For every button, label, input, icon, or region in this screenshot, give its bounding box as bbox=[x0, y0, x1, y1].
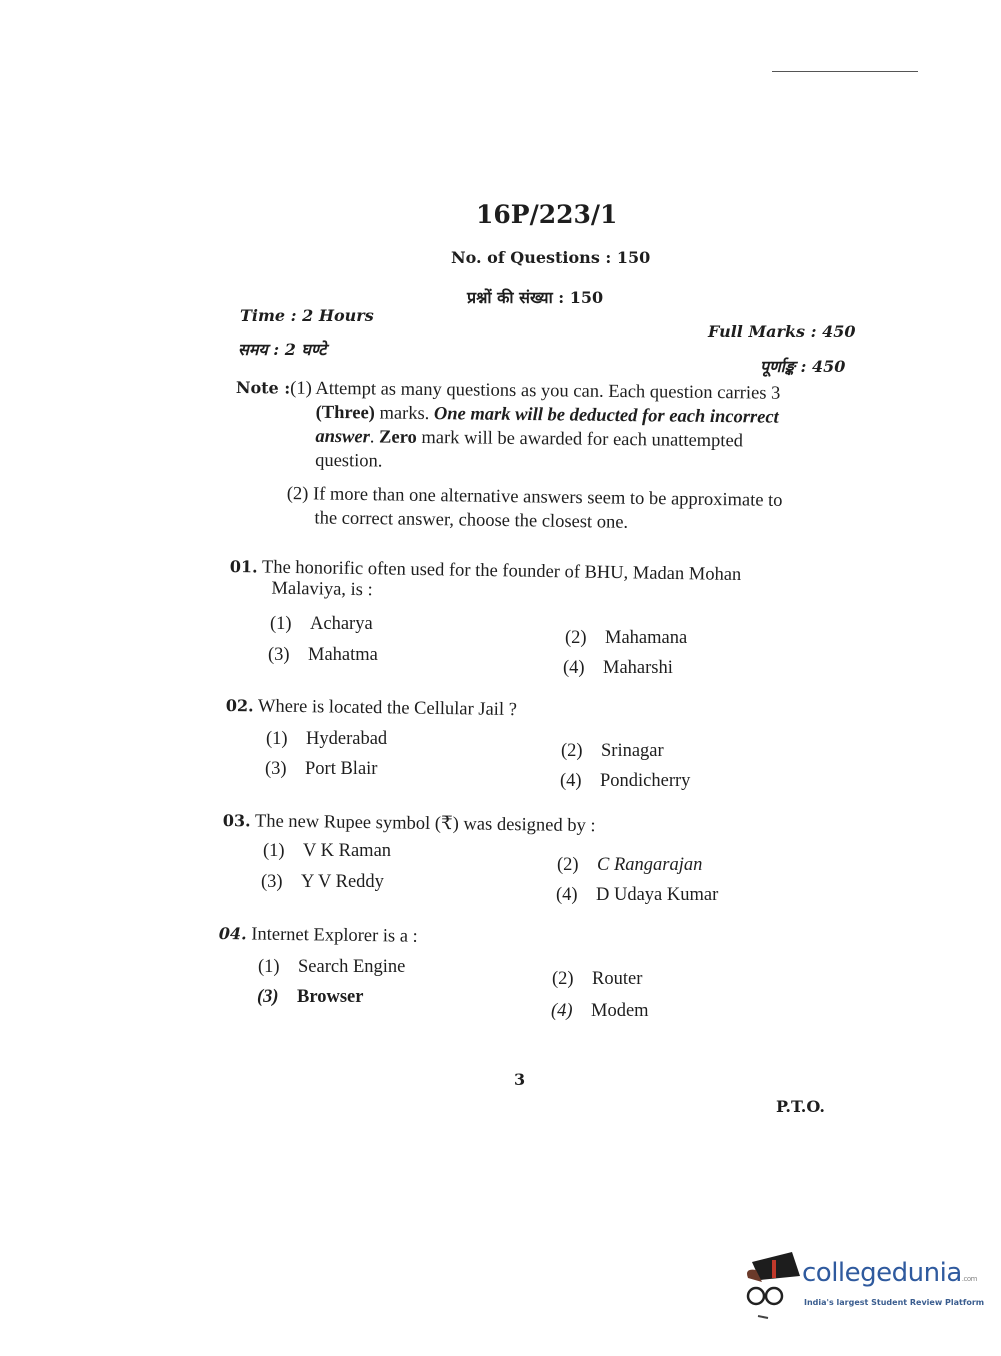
option-number: (2) bbox=[565, 628, 587, 648]
time: Time : 2 Hours bbox=[240, 306, 374, 325]
mascot-icon bbox=[742, 1250, 802, 1325]
option-1-1[interactable] bbox=[270, 614, 373, 635]
option-number: (4) bbox=[560, 771, 582, 791]
option-number: (3) bbox=[257, 987, 279, 1007]
note-1 bbox=[235, 376, 780, 478]
note-2 bbox=[286, 482, 782, 537]
note-1-bold: Zero bbox=[379, 427, 417, 448]
option-number: (1) bbox=[258, 957, 280, 977]
option-1-3[interactable] bbox=[268, 645, 378, 666]
option-text: Modem bbox=[591, 1001, 649, 1021]
option-4-2[interactable] bbox=[552, 969, 642, 990]
collegedunia-watermark bbox=[742, 1250, 985, 1325]
question-text: The new Rupee symbol (₹) was designed by : bbox=[254, 811, 596, 837]
option-2-3[interactable] bbox=[265, 759, 377, 780]
question-4 bbox=[219, 924, 418, 948]
note-2-line: the correct answer, choose the closest one. bbox=[314, 508, 629, 533]
note-1-bold: (Three) bbox=[315, 402, 375, 424]
option-number: (2) bbox=[552, 969, 574, 989]
question-text: Malaviya, is : bbox=[271, 578, 373, 601]
option-text: Maharshi bbox=[603, 658, 673, 678]
note-1-line: Attempt as many questions as you can. Each question carries 3 bbox=[315, 378, 781, 404]
note-1-line: question. bbox=[315, 450, 383, 472]
question-2 bbox=[226, 696, 517, 721]
option-text: Port Blair bbox=[305, 759, 378, 779]
option-number: (4) bbox=[556, 885, 578, 905]
option-text: Acharya bbox=[310, 614, 373, 634]
option-text: Router bbox=[592, 969, 643, 989]
no-of-questions: No. of Questions : 150 bbox=[451, 248, 651, 267]
no-of-questions-hindi: प्रश्नों की संख्या : 150 bbox=[467, 288, 604, 307]
option-3-1[interactable] bbox=[263, 841, 391, 862]
question-3 bbox=[223, 810, 596, 837]
brand-name: collegedunia bbox=[802, 1258, 962, 1288]
option-text: Mahatma bbox=[308, 645, 378, 665]
option-text: Hyderabad bbox=[306, 729, 388, 749]
option-3-2[interactable] bbox=[557, 855, 702, 876]
option-text: Pondicherry bbox=[600, 771, 691, 791]
option-number: (1) bbox=[266, 729, 288, 749]
note-1-line: mark will be awarded for each unattempted bbox=[416, 427, 744, 452]
paper-code: 16P/223/1 bbox=[476, 200, 618, 229]
option-text: Mahamana bbox=[605, 628, 688, 648]
question-text: Where is located the Cellular Jail ? bbox=[257, 696, 518, 721]
option-text: D Udaya Kumar bbox=[596, 885, 719, 905]
note-1-line: . bbox=[369, 427, 380, 448]
option-1-2[interactable] bbox=[565, 628, 687, 649]
option-text: C Rangarajan bbox=[597, 855, 703, 875]
note-2-line: If more than one alternative answers seem to be approximate to bbox=[312, 484, 783, 511]
option-number: (1) bbox=[263, 841, 285, 861]
option-3-4[interactable] bbox=[556, 885, 718, 906]
option-text: Browser bbox=[297, 987, 364, 1007]
option-number: (4) bbox=[563, 658, 585, 678]
note-label: Note : bbox=[235, 377, 291, 398]
note-1-line: marks. bbox=[374, 403, 435, 425]
option-4-1[interactable] bbox=[258, 957, 405, 978]
question-number: 02. bbox=[225, 696, 254, 716]
brand-tagline: India's largest Student Review Platform bbox=[804, 1298, 985, 1307]
option-number: (3) bbox=[265, 759, 287, 779]
option-1-4[interactable] bbox=[563, 658, 673, 679]
option-3-3[interactable] bbox=[261, 872, 384, 893]
option-number: (2) bbox=[557, 855, 579, 875]
option-number: (3) bbox=[268, 645, 290, 665]
option-2-4[interactable] bbox=[560, 771, 690, 792]
pto-label: P.T.O. bbox=[776, 1097, 825, 1116]
option-number: (2) bbox=[561, 741, 583, 761]
scan-line bbox=[772, 71, 918, 72]
note-2-number: (2) bbox=[286, 483, 309, 505]
page-number: 3 bbox=[514, 1070, 526, 1089]
option-4-4[interactable] bbox=[551, 1001, 649, 1022]
question-number: 04. bbox=[218, 924, 247, 944]
question-number: 03. bbox=[222, 810, 251, 831]
full-marks-hindi: पूर्णाङ्क : 450 bbox=[760, 357, 846, 376]
option-number: (1) bbox=[270, 614, 292, 634]
note-1-number: (1) bbox=[290, 378, 312, 399]
option-text: Search Engine bbox=[298, 957, 406, 977]
option-2-2[interactable] bbox=[561, 741, 664, 762]
option-4-3[interactable] bbox=[257, 987, 363, 1008]
question-1 bbox=[229, 557, 741, 607]
full-marks: Full Marks : 450 bbox=[708, 322, 856, 341]
question-text: Internet Explorer is a : bbox=[251, 924, 418, 947]
question-text: The honorific often used for the founder of BHU, Madan Mohan bbox=[261, 557, 742, 586]
option-text: V K Raman bbox=[303, 841, 392, 861]
option-text: Y V Reddy bbox=[301, 872, 384, 892]
option-number: (3) bbox=[261, 872, 283, 892]
option-number: (4) bbox=[551, 1001, 573, 1021]
brand-suffix: .com bbox=[961, 1275, 977, 1283]
option-text: Srinagar bbox=[601, 741, 664, 761]
option-2-1[interactable] bbox=[266, 729, 387, 750]
question-number: 01. bbox=[229, 557, 258, 577]
note-1-emphasis: answer bbox=[315, 426, 370, 448]
time-hindi: समय : 2 घण्टे bbox=[238, 340, 327, 359]
note-1-emphasis: One mark will be deducted for each incorrect bbox=[433, 404, 779, 428]
